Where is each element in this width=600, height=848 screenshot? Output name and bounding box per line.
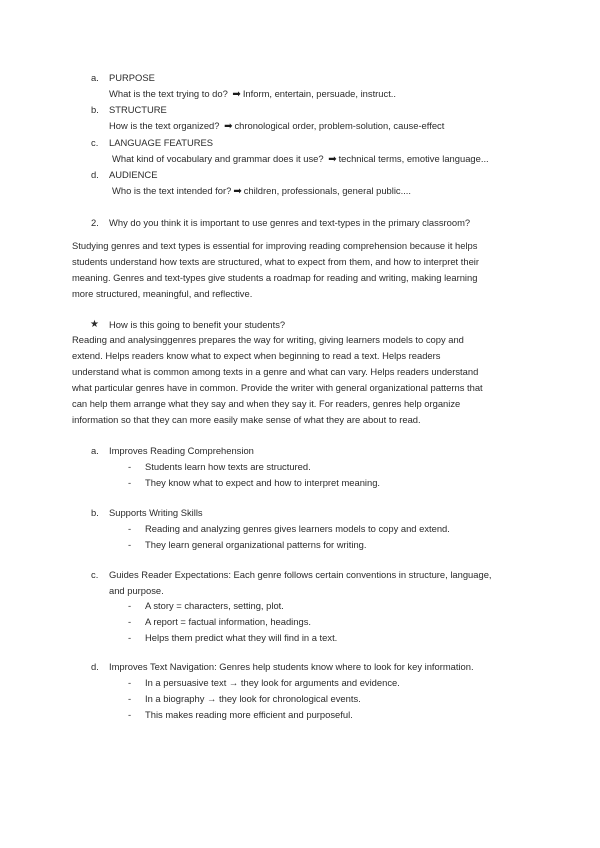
- dash-bullet: -: [128, 523, 132, 534]
- question-2: Why do you think it is important to use genres and text-types in the primary classroom?: [109, 217, 471, 228]
- dash-bullet: -: [128, 477, 132, 488]
- point-a-item-1: Students learn how texts are structured.: [145, 461, 311, 472]
- language-answer: technical terms, emotive language...: [338, 153, 489, 164]
- audience-question-line: [112, 185, 411, 198]
- benefit-line-3: understand what is common among texts in a genre and what can vary. Helps readers understand: [72, 366, 479, 377]
- structure-heading: STRUCTURE: [109, 104, 167, 115]
- point-c-item-2: A report = factual information, headings.: [145, 616, 311, 627]
- language-question-line: [112, 153, 489, 166]
- point-c-item-1: A story = characters, setting, plot.: [145, 600, 284, 611]
- benefit-line-2: extend. Helps readers know what to expect when beginning to read a text. Helps readers: [72, 350, 441, 361]
- arrow-right-icon: ➡: [233, 186, 242, 197]
- list-marker-d: d.: [91, 169, 99, 180]
- list-marker-b: b.: [91, 104, 99, 115]
- dash-bullet: -: [128, 461, 132, 472]
- point-a-item-2: They know what to expect and how to interpret meaning.: [145, 477, 381, 488]
- point-b-item-2: They learn general organizational patterns for writing.: [145, 539, 367, 550]
- point-heading-a: Improves Reading Comprehension: [109, 445, 254, 456]
- list-marker-c: c.: [91, 137, 99, 148]
- benefit-line-4: what particular genres have in common. Provide the writer with general organizational patterns that: [72, 382, 483, 393]
- point-marker-d: d.: [91, 661, 99, 672]
- audience-question: Who is the text intended for?: [112, 185, 232, 196]
- structure-answer: chronological order, problem-solution, cause-effect: [234, 120, 445, 131]
- purpose-question: What is the text trying to do?: [109, 88, 228, 99]
- point-d-item-2: In a biography → they look for chronological events.: [145, 693, 361, 704]
- dash-bullet: -: [128, 709, 132, 720]
- star-icon: ★: [90, 319, 99, 330]
- arrow-right-icon: ➡: [232, 89, 241, 100]
- point-marker-a: a.: [91, 445, 99, 456]
- answer-line-4: more structured, meaningful, and reflective.: [72, 288, 253, 299]
- dash-bullet: -: [128, 677, 132, 688]
- structure-question-line: [109, 120, 444, 133]
- dash-bullet: -: [128, 539, 132, 550]
- benefit-line-6: information so that they can more easily make sense of what they are about to read.: [72, 414, 421, 425]
- purpose-heading: PURPOSE: [109, 72, 155, 83]
- point-b-item-1: Reading and analyzing genres gives learners models to copy and extend.: [145, 523, 450, 534]
- answer-line-2: students understand how texts are structured, what to expect from them, and how to interpret their: [72, 256, 479, 267]
- dash-bullet: -: [128, 616, 132, 627]
- point-d-item-1: In a persuasive text → they look for arguments and evidence.: [145, 677, 400, 688]
- point-d-item-3: This makes reading more efficient and purposeful.: [145, 709, 353, 720]
- dash-bullet: -: [128, 693, 132, 704]
- benefit-line-5: can help them arrange what they say and when they say it. For readers, genres help organize: [72, 398, 461, 409]
- language-question: What kind of vocabulary and grammar does it use?: [112, 153, 324, 164]
- arrow-right-icon: ➡: [224, 121, 233, 132]
- dash-bullet: -: [128, 632, 132, 643]
- point-marker-b: b.: [91, 507, 99, 518]
- structure-question: How is the text organized?: [109, 120, 220, 131]
- question-number: 2.: [91, 217, 99, 228]
- point-heading-d: Improves Text Navigation: Genres help students know where to look for key information.: [109, 661, 474, 672]
- list-marker-a: a.: [91, 72, 99, 83]
- dash-bullet: -: [128, 600, 132, 611]
- benefit-heading: How is this going to benefit your students?: [109, 319, 286, 330]
- audience-answer: children, professionals, general public....: [243, 185, 412, 196]
- language-heading: LANGUAGE FEATURES: [109, 137, 214, 148]
- benefit-line-1: Reading and analysinggenres prepares the way for writing, giving learners models to copy and: [72, 334, 464, 345]
- purpose-answer: Inform, entertain, persuade, instruct..: [242, 88, 397, 99]
- answer-line-1: Studying genres and text types is essential for improving reading comprehension because it helps: [72, 240, 478, 251]
- point-c-item-3: Helps them predict what they will find in a text.: [145, 632, 338, 643]
- audience-heading: AUDIENCE: [109, 169, 158, 180]
- point-heading-c-line-2: and purpose.: [109, 585, 164, 596]
- point-heading-c-line-1: Guides Reader Expectations: Each genre follows certain conventions in structure, language,: [109, 569, 492, 580]
- answer-line-3: meaning. Genres and text-types give students a roadmap for reading and writing, making learning: [72, 272, 478, 283]
- purpose-question-line: [109, 88, 396, 101]
- point-heading-b: Supports Writing Skills: [109, 507, 203, 518]
- arrow-right-icon: ➡: [328, 154, 337, 165]
- point-marker-c: c.: [91, 569, 99, 580]
